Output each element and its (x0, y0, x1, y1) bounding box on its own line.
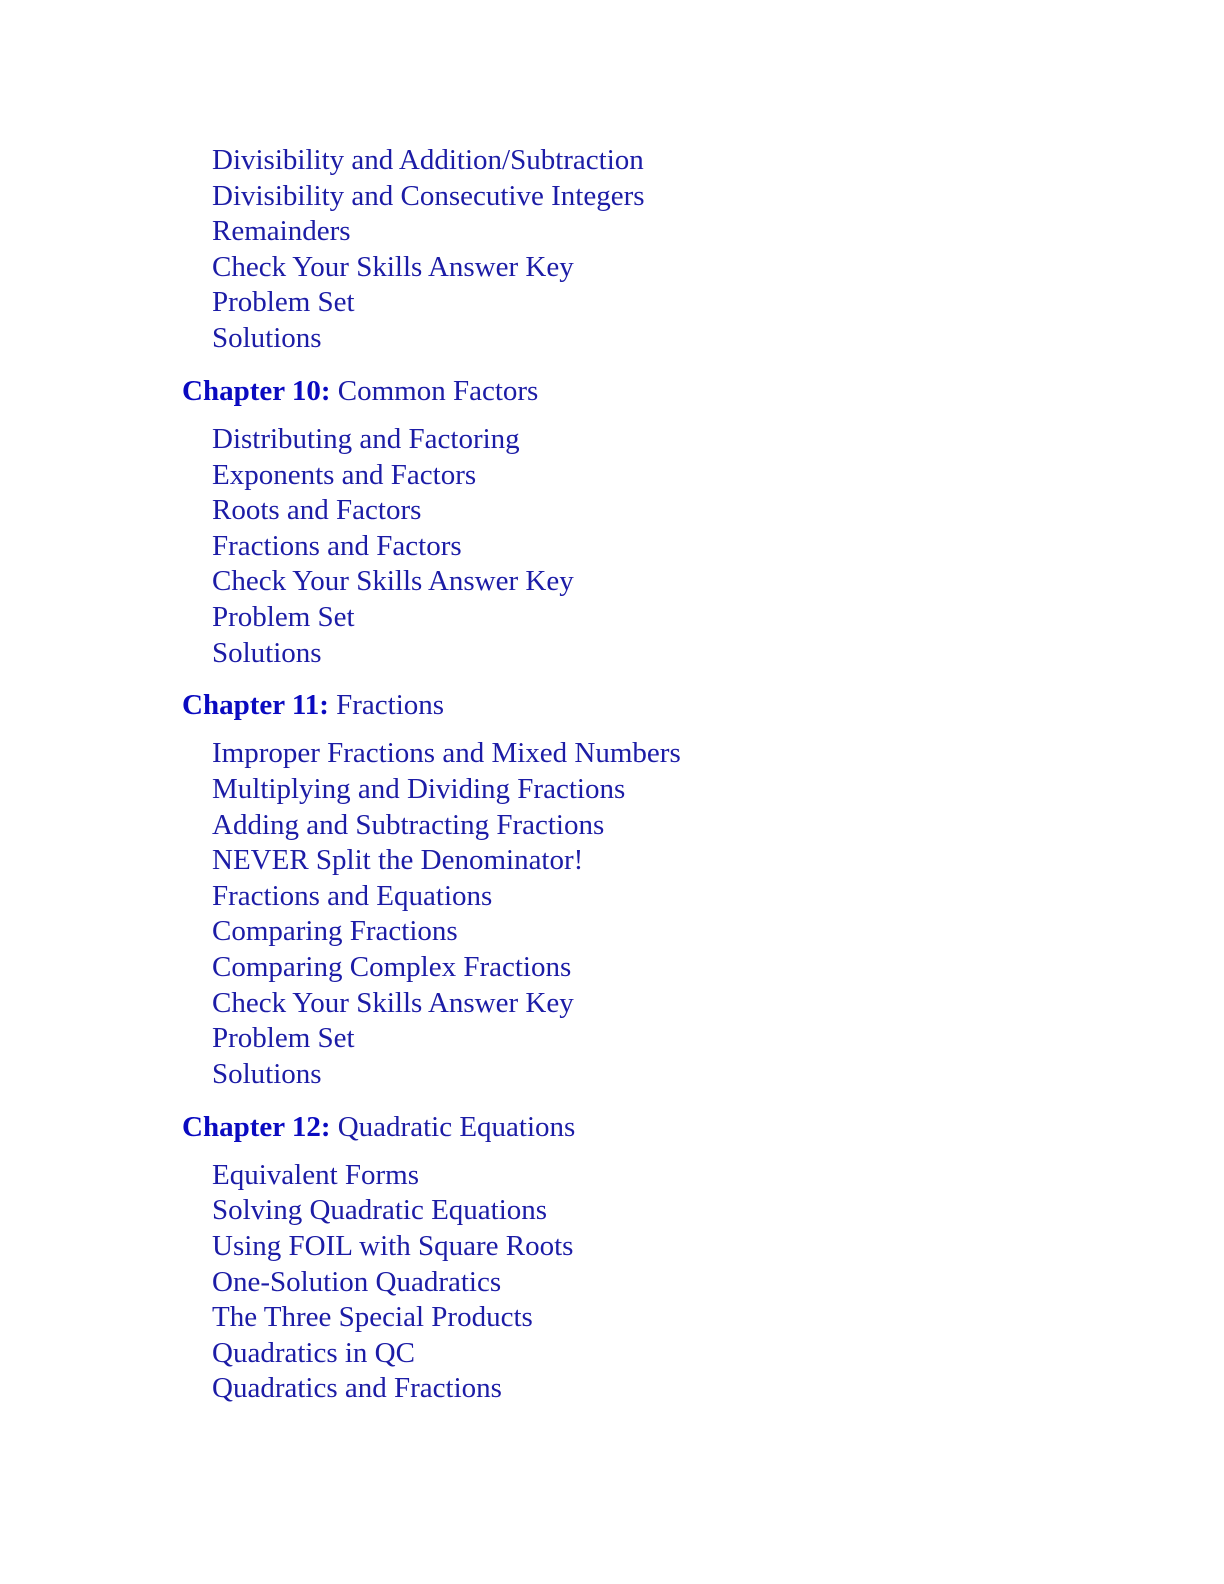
toc-link[interactable]: Improper Fractions and Mixed Numbers (212, 737, 681, 770)
toc-link[interactable]: One-Solution Quadratics (212, 1265, 502, 1298)
toc-link[interactable]: Check Your Skills Answer Key (212, 986, 574, 1019)
toc-link[interactable]: Quadratics in QC (212, 1336, 415, 1369)
chapter-label: Chapter 10: (182, 374, 331, 407)
toc-link[interactable]: Problem Set (212, 1022, 355, 1055)
toc-link[interactable]: Fractions and Factors (212, 529, 462, 562)
toc-link[interactable]: NEVER Split the Denominator! (212, 844, 584, 877)
toc-link[interactable]: Check Your Skills Answer Key (212, 250, 574, 283)
toc-link[interactable]: Equivalent Forms (212, 1158, 420, 1191)
toc-link[interactable]: Problem Set (212, 286, 355, 319)
toc-link[interactable]: Solutions (212, 636, 322, 669)
chapter-label: Chapter 11: (182, 689, 329, 722)
toc-link[interactable]: Distributing and Factoring (212, 422, 520, 455)
toc-link[interactable]: Solutions (212, 321, 322, 354)
toc-link[interactable]: Remainders (212, 215, 351, 248)
toc-link[interactable]: Using FOIL with Square Roots (212, 1229, 574, 1262)
table-of-contents (182, 143, 681, 1407)
toc-link[interactable]: Problem Set (212, 600, 355, 633)
toc-link[interactable]: Solving Quadratic Equations (212, 1194, 548, 1227)
chapter-heading[interactable] (182, 374, 681, 410)
toc-link[interactable]: Solutions (212, 1057, 322, 1090)
toc-link[interactable]: The Three Special Products (212, 1301, 533, 1334)
chapter-heading[interactable] (182, 1110, 681, 1146)
toc-link[interactable]: Quadratics and Fractions (212, 1372, 502, 1405)
toc-link[interactable]: Divisibility and Consecutive Integers (212, 179, 645, 212)
toc-link[interactable]: Fractions and Equations (212, 879, 493, 912)
chapter-title: Fractions (336, 689, 445, 722)
toc-link[interactable]: Exponents and Factors (212, 458, 477, 491)
toc-link[interactable]: Adding and Subtracting Fractions (212, 808, 605, 841)
toc-link[interactable]: Check Your Skills Answer Key (212, 565, 574, 598)
toc-link[interactable]: Comparing Fractions (212, 915, 458, 948)
chapter-title: Quadratic Equations (337, 1110, 576, 1143)
chapter-title: Common Factors (337, 374, 539, 407)
toc-link[interactable]: Roots and Factors (212, 494, 422, 527)
chapter-label: Chapter 12: (182, 1110, 331, 1143)
toc-link[interactable]: Divisibility and Addition/Subtraction (212, 144, 644, 176)
toc-link[interactable]: Multiplying and Dividing Fractions (212, 773, 626, 806)
toc-link[interactable]: Comparing Complex Fractions (212, 951, 572, 984)
chapter-heading[interactable] (182, 688, 681, 724)
